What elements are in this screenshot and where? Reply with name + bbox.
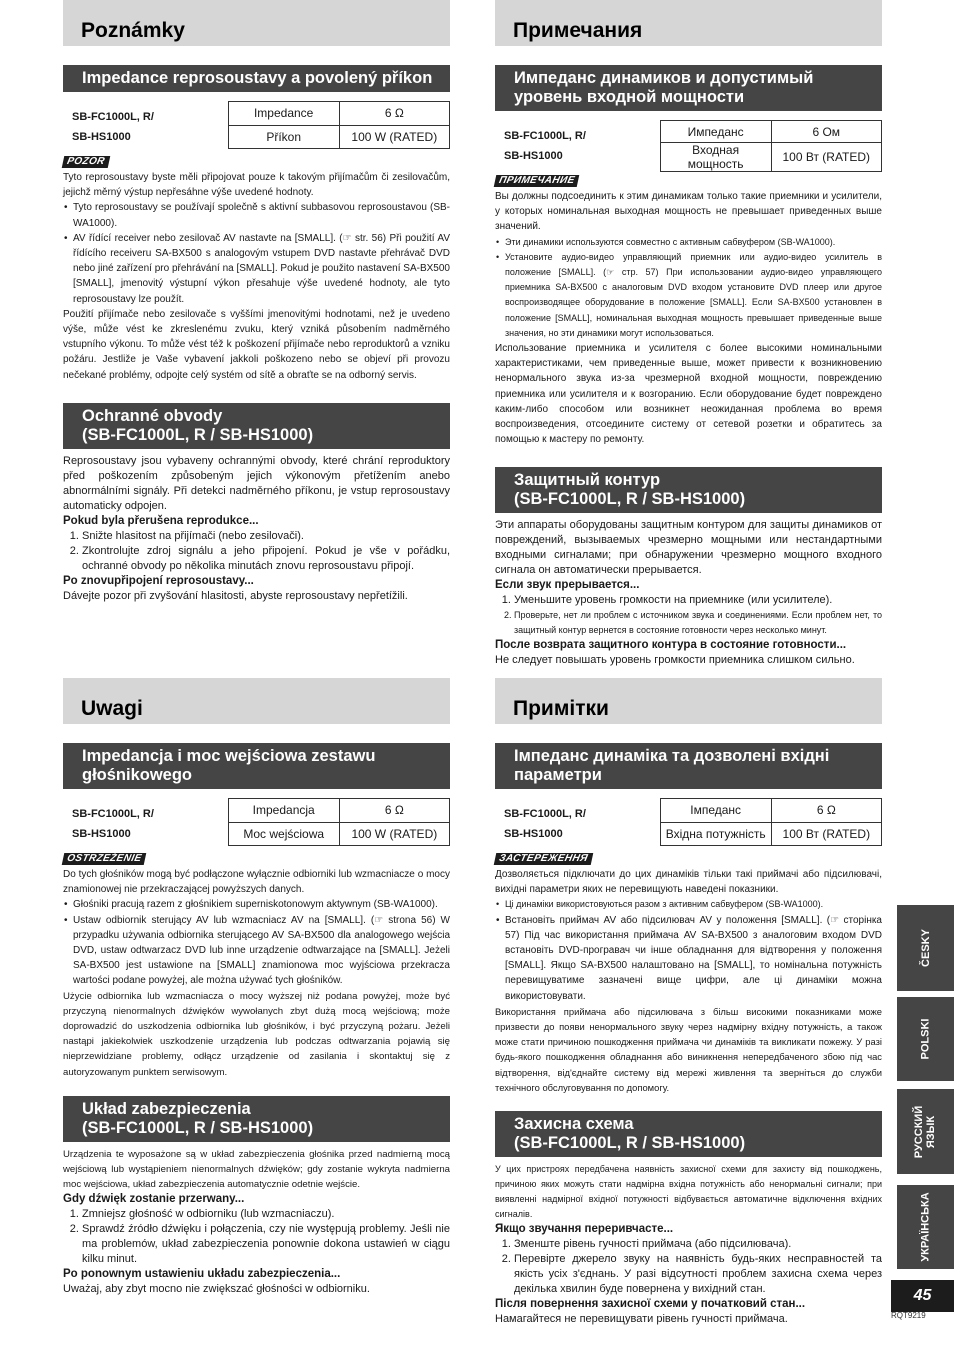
sub-heading: После возврата защитного контура в состояние готовности... (495, 639, 847, 652)
bullet-item: • Встановіть приймач AV або підсилювач AV у положення [SMALL]. (☞ сторінка 57) Під час використання приймача AV SA-BX500 з аналоговим входом DVD встановіть DVD-програвач чи інше обладнання для відтворення у положення [SMALL]. Якщо SA-BX500 налаштовано на [SMALL], то номінальна потужність перевищуватиме зазначені вище цифри, але ці динаміки можна використовувати. (505, 913, 882, 1004)
spec-key: Impedance (228, 102, 339, 126)
sub-heading: Після повернення захисної схеми у початковий стан... (495, 1298, 806, 1311)
section-title: Poznámky (81, 19, 185, 42)
caution-tag: ЗАСТЕРЕЖЕННЯ (494, 853, 593, 865)
spec-key: Impedancja (228, 799, 339, 823)
section-polish (63, 678, 450, 1297)
body-text: Дозволяється підключати до цих динаміків тільки такі приймачі або підсилювачі, вихідні параметри яких не перевищують наведені показники. • Ці динаміки використовуються разом з активним сабвуфером (SB-WA1000). • Встановіть приймач AV або підсилювач AV у положення [SMALL]. (☞ сторінка 57) Під час використання приймача AV SA-BX500 з аналоговим входом DVD встановіть DVD-програвач чи інше обладнання для відтворення у положення [SMALL]. Якщо SA-BX500 налаштовано на [SMALL], то номінальна потужність перевищуватиме зазначені вище цифри, але ці динаміки можна використовувати. Використання приймача або підсилювача з більш високими показниками може призвести до появи ненормального звуку через надмірну вхідну потужність, а також може стати причиною пошкодження приймача чи динаміків та викликати пожежу. У разі будь-якого пошкодження обладнання або виникнення непередбаченого збою під час відтворення, від'єднайте систему від мережі живлення та зверніться до служби технічного обслуговування по допомогу. (495, 867, 882, 1095)
model-label: SB-FC1000L, R/ SB-HS1000 (72, 808, 154, 840)
body-text: Эти аппараты оборудованы защитным контуром для защиты динамиков от повреждений, вызываемых чрезмерно мощными или нестандартными входными сигналами; при обнаружении чрезмерно мощного входного сигнала он автоматически прерывается. Если звук прерывается... 1. Уменьшите уровень громкости на приемнике (или усилителе). 2. Проверьте, нет ли проблем с источником звука и соединениями. Если проблем нет, то защитный контур вернется в состояние готовности через несколько минут. После возврата защитного контура в состояние готовности... Не следует повышать уровень громкости приемника слишком сильно. (495, 518, 882, 668)
spec-table (228, 101, 450, 149)
subsection-heading: Защитный контур (SB-FC1000L, R / SB-HS1000) (495, 467, 882, 513)
model-label: SB-FC1000L, R/ SB-HS1000 (504, 808, 586, 840)
section-title-band (495, 678, 882, 724)
body-text: Urządzenia te wyposażone są w układ zabezpieczenia głośnika przed nadmierną mocą wejściową lub wystąpieniem nienormalnych dźwięków; gdy zostanie wykryta nadmierna moc wejściowa, układ zabezpieczenia automatycznie odetnie wejście. Gdy dźwięk zostanie przerwany... 1. Zmniejsz głośność w odbiorniku (lub wzmacniaczu). 2. Sprawdź źródło dźwięku i połączenia, czy nie występują problemy. Jeśli nie ma problemów, układ zabezpieczenia ponownie dokona ustawień w ciągu kilku minut. Po ponownym ustawieniu układu zabezpieczenia... Uważaj, aby zbyt mocno nie zwiększać głośności w odbiorniku. (63, 1147, 450, 1297)
section-title: Примечания (513, 19, 643, 42)
list-item: 2. Zkontrolujte zdroj signálu a jeho připojení. Pokud je vše v pořádku, ochranné obvody po několika minutách znovu reprosoustavu připojí. (82, 544, 450, 574)
bullet-item: • Установите аудио-видео управляющий приемник или аудио-видео усилитель в положение [SMALL]. (☞ стр. 57) При использовании аудио-видео управляющего приемника SA-BX500 с аналоговым DVD входом установите DVD плеер или другое воспроизводящее оборудование в положение [SMALL]. Если SA-BX500 установлен в положение [SMALL], номинальная выходная мощность превышает приведенные выше значения, но эти динамики могут использоваться. (505, 250, 882, 341)
subsection-heading: Impedancja i moc wejściowa zestawu głośnikowego (63, 743, 450, 789)
model-label: SB-FC1000L, R/ SB-HS1000 (72, 111, 154, 143)
spec-block (495, 798, 882, 846)
section-czech (63, 0, 450, 604)
section-title: Uwagi (81, 697, 143, 720)
body-text: Reprosoustavy jsou vybaveny ochrannými obvody, které chrání reproduktory před poškozením způsobeným jejich výkonovým přetížením anebo abnormálními signály. Při detekci nadměrného příkonu, je vstup reprosoustavy automaticky odpojen. Pokud byla přerušena reprodukce... 1. Snižte hlasitost na přijímači (nebo zesilovači). 2. Zkontrolujte zdroj signálu a jeho připojení. Pokud je vše v pořádku, ochranné obvody po několika minutách znovu reprosoustavu připojí. Po znovupřipojení reprosoustavy... Dávejte pozor při zvyšování hlasitosti, abyste reprosoustavy nepřetížili. (63, 454, 450, 604)
spec-block (495, 120, 882, 171)
spec-key: Вхідна потужність (660, 822, 771, 846)
list-item: 2. Sprawdź źródło dźwięku i połączenia, czy nie występują problemy. Jeśli nie ma problemów, układ zabezpieczenia ponownie dokona ustawień w ciągu kilku minut. (82, 1222, 450, 1267)
body-text: Tyto reprosoustavy byste měli připojovat pouze k takovým přijímačům či zesilovačům, jejichž měrný výstup nepřesáhne výše uvedené hodnoty. • Tyto reprosoustavy se používají společně s aktivní subbasovou reprosoustavou (SB-WA1000). • AV řídící receiver nebo zesilovač AV nastavte na [SMALL]. (☞ str. 56) Při použití AV řídícího receiveru SA-BX500 s analogovým vstupem DVD nastavte přehrávač DVD nebo jiné zařízení pro přehrávání na [SMALL]. Pokud je použito nastavení SA-BX500 [SMALL], jmenovitý výstupní výkon přesahuje výše uvedené hodnoty, ale tyto reprosoustavy lze použít. Použití přijímače nebo zesilovače s vyššími jmenovitými hodnotami, než je uvedeno výše, může vést ke zkreslenému zvuku, který vzniká působením nadměrného vstupního výkonu. To může vést též k poškození přijímače nebo reproduktorů a vzniku požáru. Jestliže je Vaše vybavení jakkoli poškozeno nebo se objeví při provozu nečekané problémy, odpojte celý systém od sítě a obraťte se na odborný servis. (63, 170, 450, 383)
bullet-item: • Эти динамики используются совместно с активным сабвуфером (SB-WA1000). (505, 235, 882, 250)
sub-heading: Gdy dźwięk zostanie przerwany... (63, 1192, 245, 1205)
body-text: У цих пристроях передбачена наявність захисної схеми для захисту від пошкоджень, причиною яких можуть стати надмірна вхідна потужність або ненормальні сигнали; при виявленні надмірної вхідної потужності відбувається автоматичне відключення вхідних сигналів. Якщо звучання переривчасте... 1. Зменште рівень гучності приймача (або підсилювача). 2. Перевірте джерело звуку на наявність будь-яких несправностей та якість усіх з'єднань. У разі відсутності проблем захисна схема через декілька хвилин буде повернена у вихідний стан. Після повернення захисної схеми у початковий стан... Намагайтеся не перевищувати рівень гучності приймача. (495, 1162, 882, 1327)
page-number: 45 (891, 1280, 954, 1312)
spec-value: 100 W (RATED) (339, 125, 449, 149)
spec-key: Импеданс (660, 121, 771, 143)
spec-value: 6 Ω (339, 102, 449, 126)
spec-value: 100 Вт (RATED) (771, 143, 881, 172)
spec-value: 100 Вт (RATED) (771, 822, 881, 846)
spec-block (63, 101, 450, 149)
side-tab-russian[interactable]: РУССКИЙ ЯЗЫК (897, 1089, 954, 1174)
spec-table (660, 798, 882, 846)
spec-value: 6 Ω (339, 799, 449, 823)
spec-value: 6 Ω (771, 799, 881, 823)
document-code: RQT9219 (891, 1311, 926, 1320)
bullet-item: • Głośniki pracują razem z głośnikiem superniskotonowym aktywnym (SB-WA1000). (73, 897, 450, 912)
bullet-item: • AV řídící receiver nebo zesilovač AV nastavte na [SMALL]. (☞ str. 56) Při použití AV řídícího receiveru SA-BX500 s analogovým vstupem DVD nastavte přehrávač DVD nebo jiné zařízení pro přehrávání na [SMALL]. Pokud je použito nastavení SA-BX500 [SMALL], jmenovitý výstupní výkon přesahuje výše uvedené hodnoty, ale tyto reprosoustavy lze použít. (73, 231, 450, 307)
side-tab-ukrainian[interactable]: УКРАЇНСЬКА (897, 1185, 954, 1269)
sub-heading: Если звук прерывается... (495, 579, 640, 592)
subsection-heading: Захисна схема (SB-FC1000L, R / SB-HS1000) (495, 1111, 882, 1157)
sub-heading: Pokud byla přerušena reprodukce... (63, 514, 259, 527)
subsection-heading: Імпеданс динаміка та дозволені вхідні параметри (495, 743, 882, 789)
list-item: 1. Зменште рівень гучності приймача (або підсилювача). (514, 1237, 882, 1252)
list-item: 2. Проверьте, нет ли проблем с источником звука и соединениями. Если проблем нет, то защитный контур вернется в состояние готовности через несколько минут. (514, 608, 882, 638)
section-ukrainian (495, 678, 882, 1327)
list-item: 1. Snižte hlasitost na přijímači (nebo zesilovači). (82, 529, 450, 544)
model-label: SB-FC1000L, R/ SB-HS1000 (504, 130, 586, 162)
bullet-item: • Ці динаміки використовуються разом з активним сабвуфером (SB-WA1000). (505, 897, 882, 912)
spec-key: Імпеданс (660, 799, 771, 823)
spec-table (660, 120, 882, 172)
list-item: 1. Zmniejsz głośność w odbiorniku (lub wzmacniaczu). (82, 1207, 450, 1222)
spec-table (228, 798, 450, 846)
body-text: Вы должны подсоединить к этим динамикам только такие приемники и усилители, у которых номинальная выходная мощность не превышает приведенных выше значений. • Эти динамики используются совместно с активным сабвуфером (SB-WA1000). • Установите аудио-видео управляющий приемник или аудио-видео усилитель в положение [SMALL]. (☞ стр. 57) При использовании аудио-видео управляющего приемника SA-BX500 с аналоговым DVD входом установите DVD плеер или другое воспроизводящее оборудование в положение [SMALL]. Если SA-BX500 установлен в положение [SMALL], номинальная выходная мощность превышает приведенные выше значения, но эти динамики могут использоваться. Использование приемника и усилителя с более высокими номинальными характеристиками, чем приведенные выше, может привести к возникновению ненормального звука из-за чрезмерной входной мощности, повреждению приемника или усилителя и к возгоранию. Если оборудование будет повреждено каким-либо способом или возникнет неожиданная проблема во время воспроизведения, отсоедините систему от сетевой розетки и обратитесь за помощью к мастеру по ремонту. (495, 189, 882, 447)
section-title-band (63, 678, 450, 724)
subsection-heading: Импеданс динамиков и допустимый уровень входной мощности (495, 65, 882, 111)
caution-tag: OSTRZEŻENIE (62, 853, 147, 865)
subsection-heading: Ochranné obvody (SB-FC1000L, R / SB-HS1000) (63, 403, 450, 449)
section-title-band (495, 0, 882, 46)
list-item: 1. Уменьшите уровень громкости на приемнике (или усилителе). (514, 593, 882, 608)
sub-heading: Якщо звучання переривчасте... (495, 1223, 674, 1236)
spec-key: Moc wejściowa (228, 822, 339, 846)
subsection-heading: Układ zabezpieczenia (SB-FC1000L, R / SB-HS1000) (63, 1096, 450, 1142)
subsection-heading: Impedance reprosoustavy a povolený příkon (63, 65, 450, 92)
spec-value: 6 Ом (771, 121, 881, 143)
spec-block (63, 798, 450, 846)
side-tab-polish[interactable]: POLSKI (897, 997, 954, 1081)
spec-key: Příkon (228, 125, 339, 149)
sub-heading: Po znovupřipojení reprosoustavy... (63, 574, 254, 587)
section-russian (495, 0, 882, 668)
spec-key: Входная мощность (660, 143, 771, 172)
caution-tag: ПРИМЕЧАНИЕ (494, 175, 580, 187)
list-item: 2. Перевірте джерело звуку на наявність будь-яких несправностей та якість усіх з'єднань. У разі відсутності проблем захисна схема через декілька хвилин буде повернена у вихідний стан. (514, 1252, 882, 1297)
bullet-item: • Ustaw odbiornik sterujący AV lub wzmacniacz AV na [SMALL]. (☞ strona 56) W przypadku używania odbiornika sterującego AV SA-BX500 dla analogowego wejścia DVD, ustaw odtwarzacz DVD lub inne urządzenie odtwarzające na [SMALL]. Jeżeli SA-BX500 jest ustawione na [SMALL] znamionowa moc wyjściowa przekracza wartości podane powyżej, ale można używać tych głośników. (73, 913, 450, 989)
caution-tag: POZOR (62, 156, 110, 168)
body-text: Do tych głośników mogą być podłączone wyłącznie odbiorniki lub wzmacniacze o mocy znamionowej nie przekraczającej powyższych danych. • Głośniki pracują razem z głośnikiem superniskotonowym aktywnym (SB-WA1000). • Ustaw odbiornik sterujący AV lub wzmacniacz AV na [SMALL]. (☞ strona 56) W przypadku używania odbiornika sterującego AV SA-BX500 dla analogowego wejścia DVD, ustaw odtwarzacz DVD lub inne urządzenie odtwarzające na [SMALL]. Jeżeli SA-BX500 jest ustawione na [SMALL] znamionowa moc wyjściowa przekracza wartości podane powyżej, ale można używać tych głośników. Użycie odbiornika lub wzmacniacza o mocy wyższej niż podana powyżej, może być przyczyną nienormalnych dźwięków wywołanych zbyt dużą mocą wejściową; może doprowadzić do uszkodzenia odbiornika lub głośników, i być przyczyną pożaru. Jeżeli nastąpi jakiekolwiek uszkodzenie urządzenia lub podczas odtwarzania pojawią się nieprzewidziane problemy, odłącz urządzenie od zasilania i skontaktuj się z autoryzowanym punktem serwisowym. (63, 867, 450, 1080)
section-title-band (63, 0, 450, 46)
spec-value: 100 W (RATED) (339, 822, 449, 846)
section-title: Примітки (513, 697, 609, 720)
sub-heading: Po ponownym ustawieniu układu zabezpieczenia... (63, 1267, 341, 1280)
side-tab-czech[interactable]: ČESKY (897, 905, 954, 991)
bullet-item: • Tyto reprosoustavy se používají společně s aktivní subbasovou reprosoustavou (SB-WA1000). (73, 200, 450, 230)
